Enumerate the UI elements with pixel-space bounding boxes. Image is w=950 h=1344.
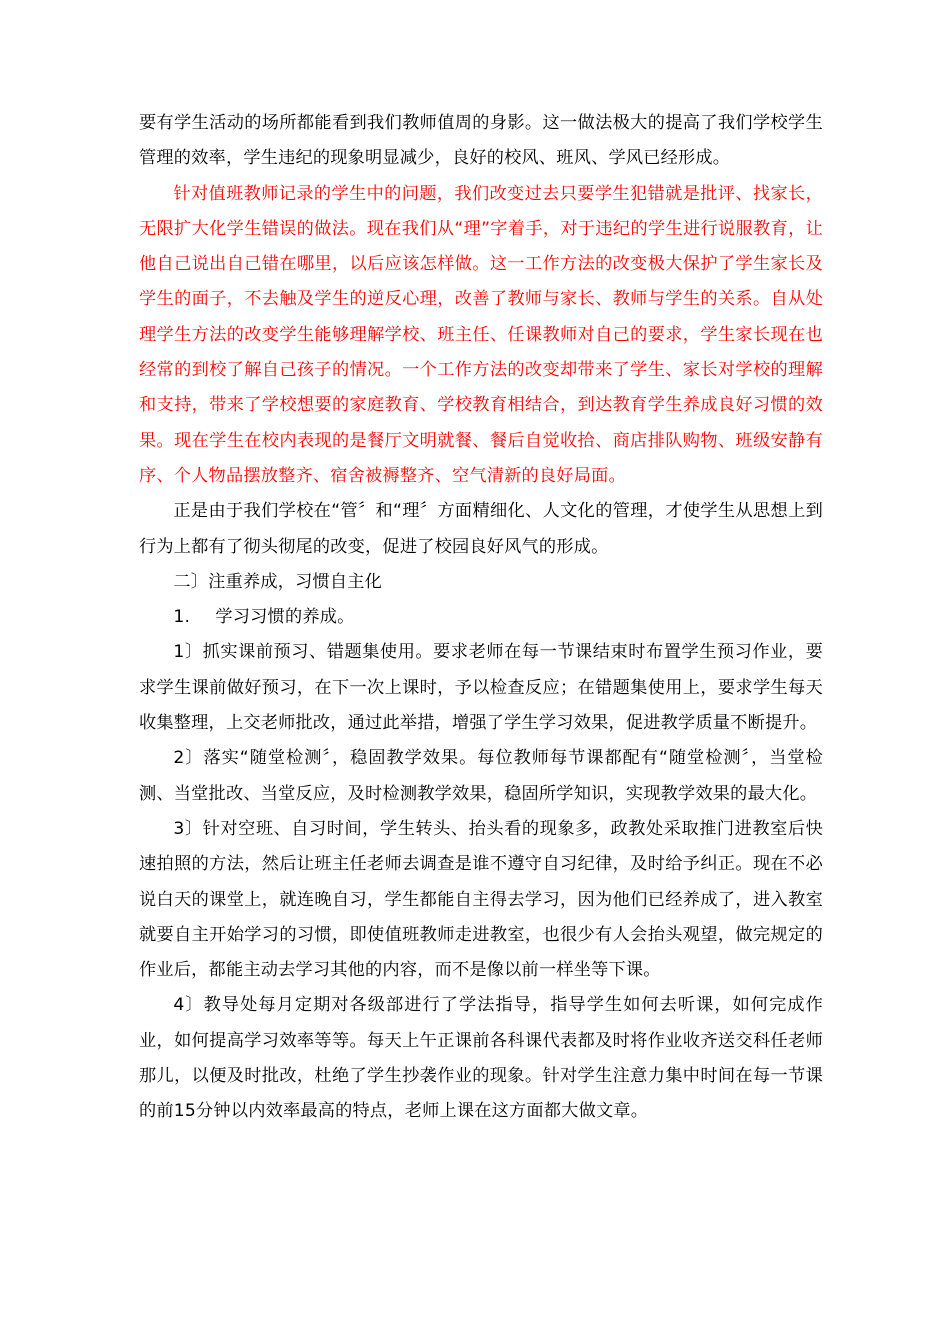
document-body: [139, 106, 823, 1130]
paragraph-reasoning-education: 针对值班教师记录的学生中的问题，我们改变过去只要学生犯错就是批评、找家长，无限扩大化学生错误的做法。现在我们从“理”字着手，对于违纪的学生进行说服教育，让他自己说出自己错在哪里，以后应该怎样做。这一工作方法的改变极大保护了学生家长及学生的面子，不去触及学生的逆反心理，改善了教师与家长、教师与学生的关系。自从处理学生方法的改变学生能够理解学校、班主任、任课教师对自己的要求，学生家长现在也经常的到校了解自己孩子的情况。一个工作方法的改变却带来了学生、家长对学校的理解和支持，带来了学校想要的家庭教育、学校教育相结合，到达教育学生养成良好习惯的效果。现在学生在校内表现的是餐厅文明就餐、餐后自觉收拾、商店排队购物、班级安静有序、个人物品摆放整齐、宿舍被褥整齐、空气清新的良好局面。: [139, 183, 823, 486]
subitem-in-class-testing: 2〕落实“随堂检测〞，稳固教学效果。每位教师每节课都配有“随堂检测〞，当堂检测、当堂批改、当堂反应，及时检测教学效果，稳固所学知识，实现教学效果的最大化。: [139, 748, 823, 804]
paragraph-student-management: 要有学生活动的场所都能看到我们教师值周的身影。这一做法极大的提高了我们学校学生管理的效率，学生违纪的现象明显减少，良好的校风、班风、学风已经形成。: [139, 113, 823, 169]
item-title: 学习习惯的养成。: [215, 607, 355, 628]
subitem-study-method-guidance: 4〕教导处每月定期对各级部进行了学法指导，指导学生如何去听课，如何完成作业，如何提高学习效率等等。每天上午正课前各科课代表都及时将作业收齐送交科任老师那儿，以便及时批改，杜绝了学生抄袭作业的现象。针对学生注意力集中时间在每一节课的前15分钟以内效率最高的特点，老师上课在这方面都大做文章。: [139, 995, 823, 1122]
paragraph-campus-atmosphere: 正是由于我们学校在“管〞和“理〞方面精细化、人文化的管理，才使学生从思想上到行为上都有了彻头彻尾的改变，促进了校园良好风气的形成。: [139, 501, 823, 557]
subitem-self-study-discipline: 3〕针对空班、自习时间，学生转头、抬头看的现象多，政教处采取推门进教室后快速拍照的方法，然后让班主任老师去调查是谁不遵守自习纪律，及时给予纠正。现在不必说白天的课堂上，就连晚自习，学生都能自主得去学习，因为他们已经养成了，进入教室就要自主开始学习的习惯，即使值班教师走进教室，也很少有人会抬头观望，做完规定的作业后，都能主动去学习其他的内容，而不是像以前一样坐等下课。: [139, 818, 823, 981]
section-heading-habit-formation: 二〕注重养成，习惯自主化: [173, 571, 383, 592]
subitem-preview-and-error-book: 1〕抓实课前预习、错题集使用。要求老师在每一节课结束时布置学生预习作业，要求学生课前做好预习，在下一次上课时，予以检查反应；在错题集使用上，要求学生每天收集整理，上交老师批改，通过此举措，增强了学生学习效果，促进教学质量不断提升。: [139, 642, 823, 734]
item-number: 1.: [173, 607, 191, 628]
item-heading-study-habits: [139, 600, 823, 635]
